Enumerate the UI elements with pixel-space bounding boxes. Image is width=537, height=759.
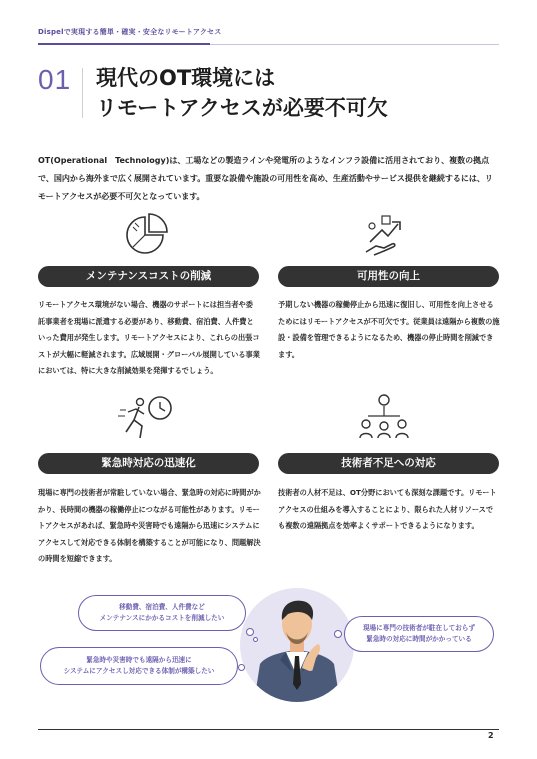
card-title-cost: メンテナンスコストの削減 [38,266,259,287]
footer-rule [38,729,499,730]
header-rule-accent [38,43,210,45]
speech-bubble-cost [78,595,246,631]
page-number: 2 [488,731,494,740]
card-title-engineer-shortage: 技術者不足への対応 [278,453,499,474]
section-title-line1: 現代のOT環境には [96,66,276,90]
card-text-availability: 予期しない機器の稼働停止から迅速に復旧し、可用性を向上させるためにはリモートアクセスが不可欠です。従業員は遠隔から複数の施設・設備を管理できるようになるため、機器の停止時間を削減できます。 [278,300,500,359]
card-text-engineer-shortage: 技術者の人材不足は、OT分野においても深刻な課題です。リモートアクセスの仕組みを導入することにより、限られた人材リソースでも複数の遠隔拠点を効率よくサポートできるようになります。 [278,488,497,530]
running-header: Dispelで実現する簡単・確実・安全なリモートアクセス [38,28,222,36]
businessman-figure [240,588,354,702]
bubble-engineer-line2: 緊急時の対応に時間がかかっている [366,635,472,643]
section-title-line2: リモートアクセスが必要不可欠 [96,96,388,120]
bubble-tail-dot [246,628,254,636]
bubble-tail-dot [334,630,342,638]
running-clock-icon [118,394,178,442]
pie-chart-icon [125,213,171,257]
intro-paragraph: OT(Operational Technology)は、工場などの製造ラインや発電所のようなインフラ設備に活用されており、複数の拠点で、国内から海外まで広く展開されています。重要な設備や施設の可用性を高め、生産活動やサービス提供を継続するには、リモートアクセスが必要不可欠となっています。 [38,156,493,201]
bubble-tail-dot [253,637,258,642]
section-divider [82,68,83,118]
card-title-emergency: 緊急時対応の迅速化 [38,453,259,474]
speech-bubble-emergency [40,647,238,685]
growth-hand-icon [362,212,408,258]
bubble-engineer-line1: 現場に専門の技術者が駐在しておらず [362,624,476,632]
bubble-cost-line1: 移動費、宿泊費、人件費など [119,603,205,611]
card-title-availability: 可用性の向上 [278,266,499,287]
bubble-emergency-line2: システムにアクセスし対応できる体制が構築したい [63,667,215,675]
card-text-cost: リモートアクセス環境がない場合、機器のサポートには担当者や委託事業者を現場に派遣する必要があり、移動費、宿泊費、人件費といった費用が発生します。リモートアクセスにより、これらの出張コストが大幅に軽減されます。広域展開・グローバル展開している事業においては、特に大きな削減効果を発揮するでしょう。 [38,300,260,375]
bubble-cost-line2: メンテナンスにかかるコストを削減したい [99,614,225,622]
section-title [96,63,388,123]
businessman-illustration [240,588,354,702]
bubble-emergency-line1: 緊急時や災害時でも遠隔から迅速に [86,656,192,664]
section-number: 01 [38,64,72,95]
card-text-emergency: 現場に専門の技術者が常駐していない場合、緊急時の対応に時間がかかり、長時間の機器の稼働停止につながる可能性があります。リモートアクセスがあれば、緊急時や災害時でも遠隔から迅速にシステムにアクセスして対応できる体制を構築することが可能になり、問題解決の時間を短縮できます。 [38,488,261,563]
bubble-tail-dot [238,664,245,671]
people-network-icon [358,392,410,440]
speech-bubble-engineer [344,616,494,652]
